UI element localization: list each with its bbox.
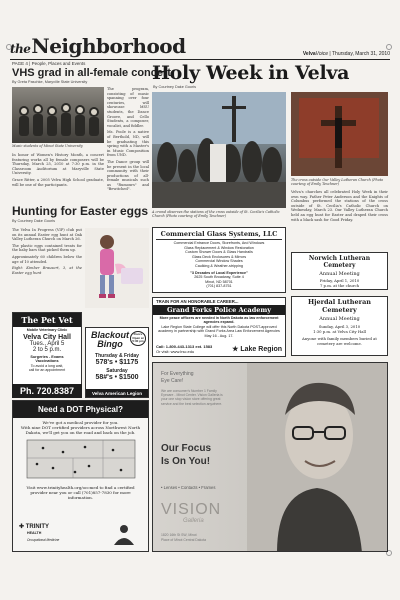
easter-egg-body: The Velva In Progress (VIP) club put on its annual Easter egg hunt at Oak Valley Lutheran Church on March 26. The plastic eggs contained treats for the baby bars that picked them up. Approximately 60 children below the age of 10 attended. Right: Kimber Brausert, 3, at the Easter egg hunt xyxy=(12,228,82,275)
police-academy-ad: TRAIN FOR AN HONORABLE CAREER... Grand Forks Police Academy More peace officers are needed in North Dakota as law enforcement agencies expand. Lake Region State College will offer this North Dakota POST-approved academy in partnership with Grand Forks Area Law Enforcement Agencies May 16 - Aug. 17. Call: 1-800-443-1313 ext. 1583 Or visit: www.lrsc.edu ★ Lake Region xyxy=(152,297,286,357)
easter-egg-photo xyxy=(85,228,149,308)
vhs-byline: By Greta Paschke, Maryville State University xyxy=(12,80,88,84)
pet-vet-phone: Ph. 720.8387 xyxy=(12,384,82,398)
star-icon: ★ xyxy=(232,346,239,353)
commercial-glass-name: Commercial Glass Systems, LLC xyxy=(156,230,282,240)
cross-caption: The cross outside Our Valley Lutheran Church (Photo courtesy of Emily Teschner) xyxy=(291,178,384,187)
truck-driver-icon xyxy=(110,523,140,545)
doors-open-badge: Doors Open at 5:30 pm xyxy=(130,331,146,346)
vhs-photo xyxy=(12,87,104,143)
vhs-body-left: In honor of Women's History Month, a concert featuring works all by female composers will be Thursday, March 25, 2010 at 7:30 p.m. in the Classroom Auditorium at Maryville State University. Grace Ritter, a 2005 Velva High School graduate, will be one of the participants. xyxy=(12,153,104,187)
holy-week-byline: By Courtney Dake Gooris xyxy=(153,85,197,89)
north-dakota-map-icon xyxy=(13,438,150,480)
commercial-glass-lines: Commercial Entrance Doors, Storefronts, And Windows Glass Replacement & Window Restoration Custom Shower Doors & Glass Handrails Glass Deck Enclosures & Mirrors Commercial Window Shades Caulking & Weather-stripping "3 Decades of Local Experience" 2625 South Broadway, Suite 4 Minot, ND 58701 (701) 837-8751 xyxy=(173,241,265,289)
cross-photo xyxy=(291,92,388,176)
vision-galleria-ad: For Everything Eye Care! We are consumer's Number 1 Family Eyecare - Minot Center. Vision Galleria is your one stop vision store offering great service and the best selection anywhere. Our Focus Is On You! • Lenses • Contacts • Frames VISION Galleria 1820 16th St SW, Minot Place of Minot Central Dakota xyxy=(152,362,388,552)
easter-egg-headline: Hunting for Easter eggs xyxy=(12,204,149,218)
dot-headline: Need a DOT Physical? xyxy=(13,401,148,418)
stations-photo xyxy=(152,92,286,208)
stations-caption: A crowd observes the stations of the cross outside of St. Cecilia's Catholic Church (Photo courtesy of Emily Teschner) xyxy=(152,210,280,219)
easter-egg-byline: By Courtney Dake Gooris xyxy=(12,219,56,223)
child-photo-icon xyxy=(85,228,149,308)
pet-vet-ad: The Pet Vet Mobile Veterinary Clinic Velva City Hall Tues., April 5 2 to 5 p.m. Surgeries - Exams Vaccinations To avoid a long wait, call for an appointment xyxy=(12,312,82,394)
masthead xyxy=(10,36,390,60)
vhs-headline: VHS grad in all-female concert xyxy=(12,67,171,79)
masthead-dateline: VelvaVoice | Thursday, March 31, 2010 xyxy=(302,51,390,57)
norwich-cemetery-notice: Norwich Lutheran Cemetery Annual Meeting Friday, April 1, 2010 7 p.m. at the church xyxy=(291,252,388,290)
holy-week-headline: Holy Week in Velva xyxy=(152,62,350,84)
vhs-caption: Music students of Minot State University xyxy=(12,144,83,148)
vision-brand: VISION xyxy=(161,501,222,518)
section-line: PAGE 4 | People, Places and Events xyxy=(12,61,86,66)
blackout-bingo-ad: Blackout Bingo Doors Open at 5:30 pm Thursday & Friday 578's • $1175 Saturday 58#'s • $1500 Velva American Legion xyxy=(85,327,149,398)
group-photo-icon xyxy=(12,87,104,143)
commercial-glass-ad xyxy=(152,227,286,293)
man-with-glasses-photo-icon xyxy=(247,363,387,552)
pet-vet-brand: The Pet Vet xyxy=(13,313,81,327)
trinity-cross-icon: ✚ xyxy=(19,524,25,530)
holy-week-body: Velva's churches all celebrated Holy Week in their own way. Father Peter Anderson and the Knights of Columbus performed the stations of the cross outside of St. Cecilia's Catholic Church on Wednesday, March 23. Our Valley Lutheran Church held an egg hunt for Easter and draped their cross with a black sash for Good Friday. xyxy=(291,190,388,222)
crowd-photo-icon xyxy=(152,92,286,208)
police-academy-name: Grand Forks Police Academy xyxy=(153,305,285,315)
masthead-title: theNeighborhood xyxy=(10,34,186,58)
hjerdal-cemetery-notice: Hjerdal Lutheran Cemetery Annual Meeting Sunday, April 3, 2010 1:30 p.m. at Velva City Hall Anyone with family members buried at cemetery are welcome. xyxy=(291,296,388,356)
trinity-logo: ✚ TRINITY HEALTH Occupational Medicine xyxy=(19,524,60,542)
cross-icon xyxy=(291,92,388,176)
vhs-body-right: The program, consisting of music spanning over four centuries, will showcase MSU students, the Dance Groove, and Cello Students, a composer, vocalist, and fiddler. Ms. Poole is a native of Berthold, ND, will be graduating this spring with a Master's in Music Composition from UND. The Dance group will be present in the local community with their productions of all-female musicals such as "Rumours" and "Bewitched". xyxy=(107,87,149,192)
dot-physical-ad: Need a DOT Physical? We've got a medical provider for you. With nine DOT certified providers across Northwest North Dakota, we'll get you on the road and back on the job. Visit www.trinityhealth.org/occmed to find a certified provider near you or call (701)857-7830 for more information. ✚ TRINITY HEALTH Occupational Medicine xyxy=(12,400,149,552)
lake-region-logo: ★ Lake Region xyxy=(232,346,282,353)
